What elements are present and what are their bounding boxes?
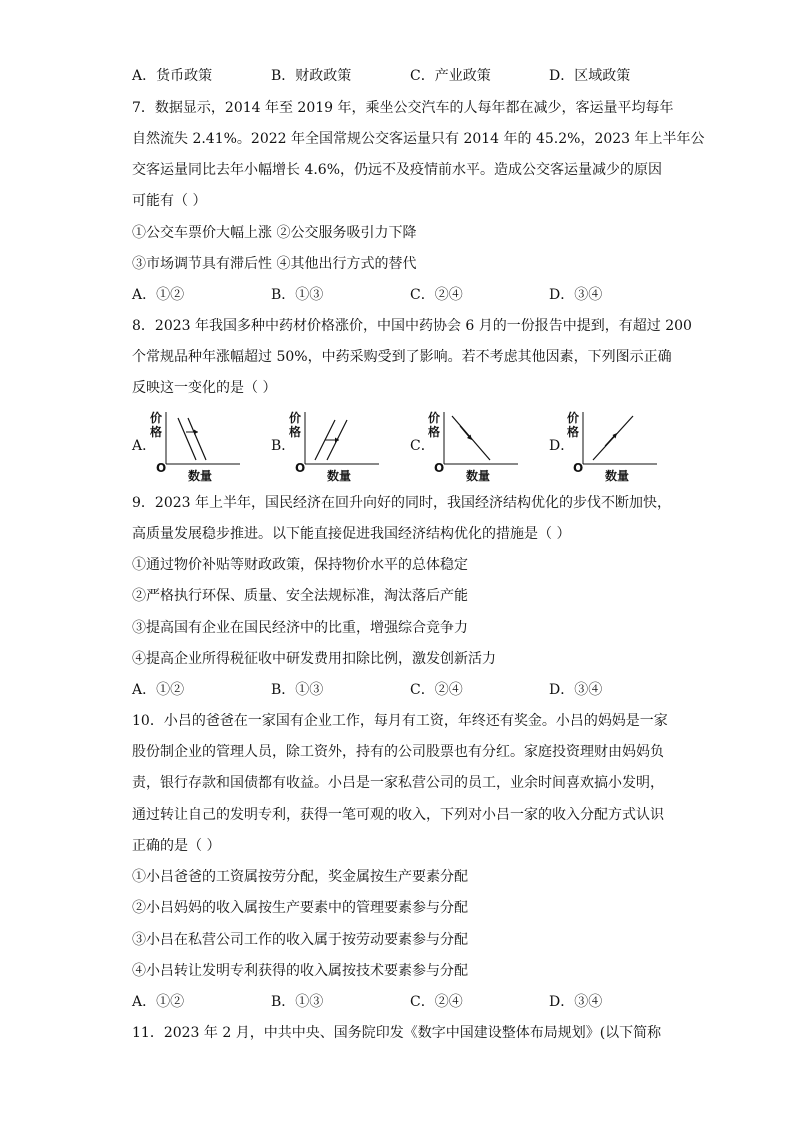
supply-demand-graph [426,408,522,488]
q10-stem-line: 10．小吕的爸爸在一家国有企业工作，每月有工资，年终还有奖金。小吕的妈妈是一家 [132,713,668,729]
option-d: D．③④ [549,287,603,303]
q10-item: ④小吕转让发明专利获得的收入属按技术要素参与分配 [132,963,468,979]
graph-letter: A． [132,438,157,454]
graph-letter: B． [271,438,296,454]
q9-item: ②严格执行环保、质量、安全法规标准，淘汰落后产能 [132,588,468,604]
q9-item: ③提高国有企业在国民经济中的比重，增强综合竞争力 [132,620,468,636]
q9-options [132,680,692,700]
graph-option-a [132,408,252,488]
option-b: B．①③ [271,994,324,1010]
y-axis-label-bottom: 格 [428,425,441,439]
option-a: A．①② [132,682,185,698]
origin-label: O [573,461,584,475]
q10-stem-line: 正确的是（ ） [132,838,221,854]
q10-stem-line: 通过转让自己的发明专利，获得一笔可观的收入，下列对小吕一家的收入分配方式认识 [132,807,664,823]
supply-demand-graph [148,408,244,488]
option-a: A．①② [132,994,185,1010]
supply-demand-graph [287,408,383,488]
q10-item: ③小吕在私营公司工作的收入属于按劳动要素参与分配 [132,932,468,948]
q10-item: ①小吕爸爸的工资属按劳分配，奖金属按生产要素分配 [132,869,468,885]
x-axis-label: 数量 [327,469,352,483]
q11-stem-line: 11．2023 年 2 月，中共中央、国务院印发《数字中国建设整体布局规划》(以下简称 [132,1025,662,1041]
q6-options [132,66,692,86]
graph-option-d [549,408,669,488]
q10-options [132,992,692,1012]
origin-label: O [295,461,306,475]
q7-options [132,285,692,305]
q9-item: ④提高企业所得税征收中研发费用扣除比例，激发创新活力 [132,651,496,667]
q7-stem-line: 交客运量同比去年小幅增长 4.6%，仍远不及疫情前水平。造成公交客运量减少的原因 [132,162,663,178]
option-d: D．区域政策 [549,68,631,84]
y-axis-label-top: 价 [150,411,163,425]
graph-option-b [271,408,391,488]
option-c: C．②④ [410,287,463,303]
option-d: D．③④ [549,994,603,1010]
y-axis-label-bottom: 格 [289,425,302,439]
option-c: C．②④ [410,682,463,698]
q9-item: ①通过物价补贴等财政政策，保持物价水平的总体稳定 [132,557,468,573]
q7-stem-line: 7．数据显示，2014 年至 2019 年，乘坐公交汽车的人每年都在减少，客运量平均每年 [132,100,674,116]
q7-item: ③市场调节具有滞后性 ④其他出行方式的替代 [132,256,417,272]
q10-stem-line: 责，银行存款和国债都有收益。小吕是一家私营公司的员工，业余时间喜欢搞小发明， [132,775,664,791]
q9-stem-line: 高质量发展稳步推进。以下能直接促进我国经济结构优化的措施是（ ） [132,526,571,542]
graph-letter: C． [410,438,435,454]
q8-stem-line: 个常规品种年涨幅超过 50%，中药采购受到了影响。若不考虑其他因素，下列图示正确 [132,349,672,365]
origin-label: O [156,461,167,475]
y-axis-label-top: 价 [567,411,580,425]
option-a: A．①② [132,287,185,303]
supply-demand-graph [565,408,661,488]
option-c: C．②④ [410,994,463,1010]
option-b: B．财政政策 [271,68,352,84]
x-axis-label: 数量 [188,469,213,483]
q7-stem-line: 可能有（ ） [132,193,207,209]
q8-stem-line: 反映这一变化的是（ ） [132,380,277,396]
q10-stem-line: 股份制企业的管理人员，除工资外，持有的公司股票也有分红。家庭投资理财由妈妈负 [132,744,664,760]
q9-stem-line: 9．2023 年上半年，国民经济在回升向好的同时，我国经济结构优化的步伐不断加快， [132,495,671,511]
q8-stem-line: 8．2023 年我国多种中药材价格涨价，中国中药协会 6 月的一份报告中提到，有超过 200 [132,318,692,334]
option-a: A．货币政策 [132,68,213,84]
option-d: D．③④ [549,682,603,698]
option-c: C．产业政策 [410,68,491,84]
option-b: B．①③ [271,287,324,303]
q8-graph-options [132,408,692,488]
option-b: B．①③ [271,682,324,698]
q10-item: ②小吕妈妈的收入属按生产要素中的管理要素参与分配 [132,900,468,916]
origin-label: O [434,461,445,475]
y-axis-label-bottom: 格 [567,425,580,439]
q7-item: ①公交车票价大幅上涨 ②公交服务吸引力下降 [132,225,417,241]
q7-stem-line: 自然流失 2.41%。2022 年全国常规公交客运量只有 2014 年的 45.2%，2023 年上半年公 [132,131,705,147]
y-axis-label-top: 价 [428,411,441,425]
graph-letter: D． [549,438,575,454]
x-axis-label: 数量 [605,469,630,483]
graph-option-c [410,408,530,488]
y-axis-label-top: 价 [289,411,302,425]
x-axis-label: 数量 [466,469,491,483]
y-axis-label-bottom: 格 [150,425,163,439]
